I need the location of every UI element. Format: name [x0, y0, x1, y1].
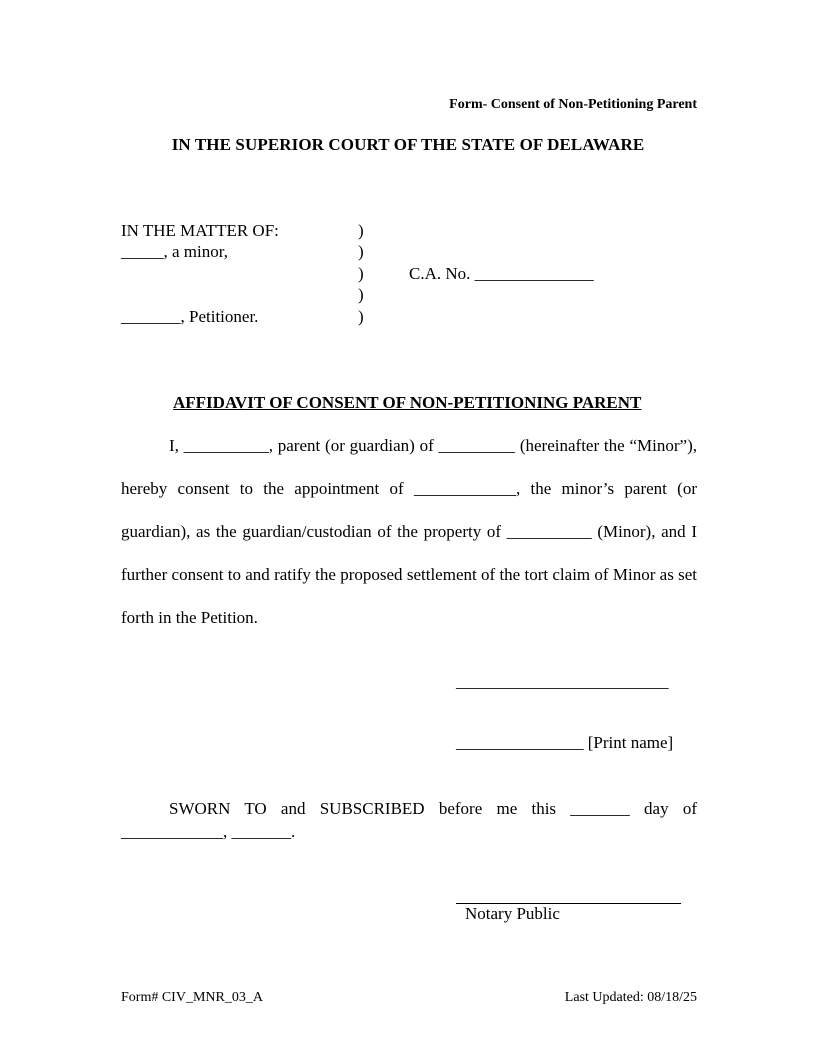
caption-paren: ) — [358, 307, 364, 326]
sworn-statement: SWORN TO and SUBSCRIBED before me this _______ day of ____________, _______. — [121, 799, 697, 841]
petitioner-line: _______, Petitioner. — [121, 307, 259, 326]
notary-label: Notary Public — [465, 904, 560, 923]
caption-paren: ) — [358, 221, 364, 240]
last-updated: Last Updated: 08/18/25 — [564, 990, 697, 1005]
affidavit-body: I, __________, parent (or guardian) of _________ (hereinafter the “Minor”), hereby consent to the appointment of ____________, the minor’s parent (or guardian), as the guardian/custodian of the property of __________ (Minor), and I further consent to and ratify the proposed settlement of the tort claim of Minor as set forth in the Petition. — [121, 436, 697, 627]
form-label: Form- Consent of Non-Petitioning Parent — [449, 97, 697, 112]
caption-paren: ) — [358, 242, 364, 261]
caption-paren: ) — [358, 285, 364, 304]
affidavit-title: AFFIDAVIT OF CONSENT OF NON-PETITIONING PARENT — [173, 393, 642, 412]
minor-line: _____, a minor, — [121, 242, 228, 261]
court-title: IN THE SUPERIOR COURT OF THE STATE OF DELAWARE — [171, 135, 645, 154]
form-number: Form# CIV_MNR_03_A — [121, 990, 263, 1005]
print-name-line: _______________ [Print name] — [456, 733, 674, 752]
case-number-field: C.A. No. ______________ — [409, 264, 594, 283]
matter-of-label: IN THE MATTER OF: — [121, 221, 279, 240]
signature-line: _________________________ — [456, 672, 669, 691]
caption-paren: ) — [358, 264, 364, 283]
